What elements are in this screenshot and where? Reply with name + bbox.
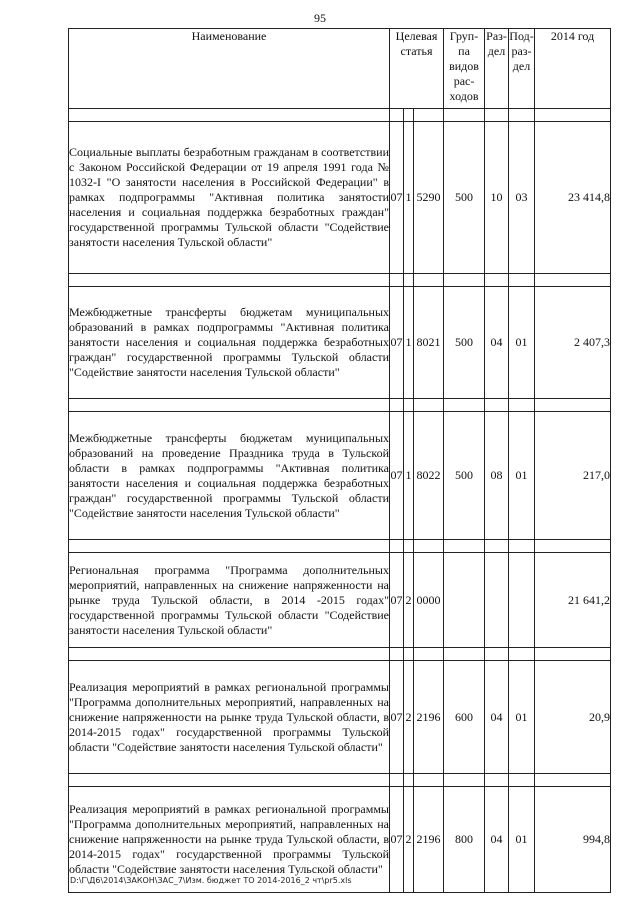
- target-article-part-2: 2: [404, 787, 414, 893]
- spacer-cell: [535, 540, 611, 553]
- name-cell: Реализация мероприятий в рамках региональной программы "Программа дополнительных мероприятий, направленных на снижение напряженности на рынке труда Тульской области, в 2014-2015 годах" государственной программы Тульской области "Содействие занятости населения Тульской области": [69, 661, 390, 774]
- spacer-cell: [485, 399, 509, 412]
- target-article-part-1: 07: [390, 412, 404, 540]
- budget-table: [68, 28, 611, 893]
- spacer-cell: [444, 648, 485, 661]
- amount-cell: 20,9: [535, 661, 611, 774]
- row-spacer: [69, 774, 611, 787]
- spacer-cell: [404, 109, 414, 122]
- amount-cell: 21 641,2: [535, 553, 611, 648]
- subsection-cell: 03: [509, 122, 535, 274]
- target-article-part-2: 1: [404, 412, 414, 540]
- spacer-cell: [535, 399, 611, 412]
- amount-cell: 23 414,8: [535, 122, 611, 274]
- spacer-cell: [404, 540, 414, 553]
- amount-cell: 2 407,3: [535, 287, 611, 399]
- spacer-cell: [414, 109, 444, 122]
- header-year: 2014 год: [535, 29, 611, 109]
- subsection-cell: [509, 553, 535, 648]
- name-cell: Межбюджетные трансферты бюджетам муниципальных образований в рамках подпрограммы "Активная политика занятости населения и социальная поддержка безработных граждан" государственной программы Тульской области "Содействие занятости населения Тульской области": [69, 287, 390, 399]
- spacer-cell: [444, 274, 485, 287]
- spacer-cell: [485, 540, 509, 553]
- table-row: [69, 553, 611, 648]
- spacer-cell: [485, 274, 509, 287]
- section-cell: 04: [485, 787, 509, 893]
- target-article-part-3: 5290: [414, 122, 444, 274]
- target-article-part-1: 07: [390, 122, 404, 274]
- name-cell: Социальные выплаты безработным гражданам в соответствии с Законом Российской Федерации от 19 апреля 1991 года № 1032-I "О занятости населения в Российской Федерации" в рамках подпрограммы "Активная политика занятости населения и социальная поддержка безработных граждан" государственной программы Тульской области "Содействие занятости населения Тульской области": [69, 122, 390, 274]
- amount-cell: 994,8: [535, 787, 611, 893]
- expense-group-cell: [444, 553, 485, 648]
- table-row: [69, 412, 611, 540]
- expense-group-cell: 600: [444, 661, 485, 774]
- table-row: [69, 287, 611, 399]
- spacer-cell: [444, 540, 485, 553]
- page-number: 95: [314, 11, 326, 25]
- target-article-part-3: 8021: [414, 287, 444, 399]
- table-body: [69, 109, 611, 893]
- row-spacer: [69, 540, 611, 553]
- subsection-cell: 01: [509, 287, 535, 399]
- spacer-cell: [444, 774, 485, 787]
- spacer-cell: [69, 109, 390, 122]
- target-article-part-3: 8022: [414, 412, 444, 540]
- target-article-part-3: 2196: [414, 787, 444, 893]
- spacer-cell: [414, 540, 444, 553]
- spacer-cell: [509, 274, 535, 287]
- section-cell: 08: [485, 412, 509, 540]
- expense-group-cell: 500: [444, 287, 485, 399]
- section-cell: 04: [485, 287, 509, 399]
- spacer-cell: [414, 774, 444, 787]
- spacer-cell: [390, 109, 404, 122]
- target-article-part-2: 1: [404, 287, 414, 399]
- spacer-cell: [404, 774, 414, 787]
- name-cell: Региональная программа "Программа дополнительных мероприятий, направленных на снижение напряженности на рынке труда Тульской области, в 2014 -2015 годах" государственной программы Тульской области "Содействие занятости населения Тульской области": [69, 553, 390, 648]
- section-cell: 10: [485, 122, 509, 274]
- spacer-cell: [69, 774, 390, 787]
- spacer-cell: [509, 774, 535, 787]
- spacer-cell: [69, 648, 390, 661]
- row-spacer: [69, 274, 611, 287]
- header-target-article: Целевая статья: [390, 29, 444, 109]
- spacer-cell: [509, 648, 535, 661]
- target-article-part-1: 07: [390, 661, 404, 774]
- target-article-part-1: 07: [390, 787, 404, 893]
- name-cell: Межбюджетные трансферты бюджетам муниципальных образований на проведение Праздника труда в Тульской области в рамках подпрограммы "Активная политика занятости населения и социальная поддержка безработных граждан" государственной программы Тульской области "Содействие занятости населения Тульской области": [69, 412, 390, 540]
- expense-group-cell: 800: [444, 787, 485, 893]
- header-subsection: Под-раз-дел: [509, 29, 535, 109]
- table-row: [69, 122, 611, 274]
- spacer-cell: [509, 399, 535, 412]
- spacer-cell: [404, 274, 414, 287]
- expense-group-cell: 500: [444, 412, 485, 540]
- row-spacer: [69, 399, 611, 412]
- spacer-cell: [535, 274, 611, 287]
- name-cell: Реализация мероприятий в рамках региональной программы "Программа дополнительных мероприятий, направленных на снижение напряженности на рынке труда Тульской области, в 2014-2015 годах" государственной программы Тульской области "Содействие занятости населения Тульской области": [69, 787, 390, 893]
- spacer-cell: [69, 399, 390, 412]
- amount-cell: 217,0: [535, 412, 611, 540]
- target-article-part-2: 1: [404, 122, 414, 274]
- row-spacer: [69, 109, 611, 122]
- section-cell: [485, 553, 509, 648]
- spacer-cell: [414, 274, 444, 287]
- spacer-cell: [390, 540, 404, 553]
- spacer-cell: [390, 774, 404, 787]
- spacer-cell: [535, 109, 611, 122]
- target-article-part-2: 2: [404, 661, 414, 774]
- spacer-cell: [414, 648, 444, 661]
- spacer-cell: [444, 399, 485, 412]
- row-spacer: [69, 648, 611, 661]
- spacer-cell: [390, 274, 404, 287]
- spacer-cell: [390, 648, 404, 661]
- target-article-part-1: 07: [390, 553, 404, 648]
- spacer-cell: [509, 540, 535, 553]
- spacer-cell: [485, 774, 509, 787]
- spacer-cell: [69, 274, 390, 287]
- subsection-cell: 01: [509, 787, 535, 893]
- spacer-cell: [414, 399, 444, 412]
- target-article-part-1: 07: [390, 287, 404, 399]
- spacer-cell: [535, 774, 611, 787]
- spacer-cell: [404, 399, 414, 412]
- header-section: Раз-дел: [485, 29, 509, 109]
- target-article-part-3: 0000: [414, 553, 444, 648]
- header-name: Наименование: [69, 29, 390, 109]
- header-expense-group: Груп-па видов рас-ходов: [444, 29, 485, 109]
- spacer-cell: [485, 648, 509, 661]
- spacer-cell: [404, 648, 414, 661]
- spacer-cell: [444, 109, 485, 122]
- subsection-cell: 01: [509, 412, 535, 540]
- header-row: [69, 29, 611, 109]
- target-article-part-2: 2: [404, 553, 414, 648]
- target-article-part-3: 2196: [414, 661, 444, 774]
- spacer-cell: [509, 109, 535, 122]
- subsection-cell: 01: [509, 661, 535, 774]
- spacer-cell: [485, 109, 509, 122]
- expense-group-cell: 500: [444, 122, 485, 274]
- table-row: [69, 661, 611, 774]
- section-cell: 04: [485, 661, 509, 774]
- spacer-cell: [535, 648, 611, 661]
- footer-file-path: D:\Г\Д6\2014\ЗАКОН\ЗАС_7\Изм. бюджет ТО 2014-2016_2 чт\pr5.xls: [70, 876, 352, 885]
- spacer-cell: [390, 399, 404, 412]
- spacer-cell: [69, 540, 390, 553]
